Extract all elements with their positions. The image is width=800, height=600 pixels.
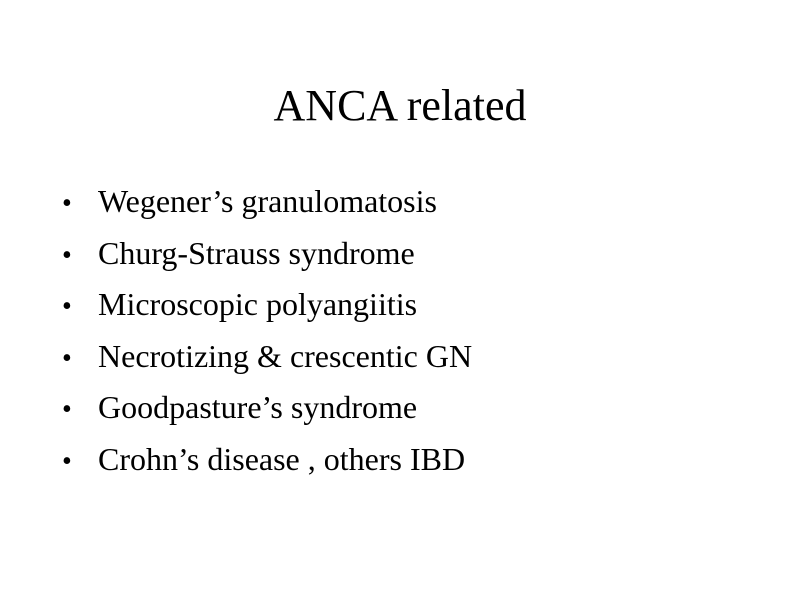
bullet-icon: • xyxy=(62,239,72,271)
list-item-text: Wegener’s granulomatosis xyxy=(98,183,437,219)
bullet-icon: • xyxy=(62,291,72,322)
bullet-icon: • xyxy=(62,188,72,219)
bullet-list xyxy=(62,176,472,485)
list-item-text: Necrotizing & crescentic GN xyxy=(98,337,473,374)
list-item-text: Churg-Strauss syndrome xyxy=(98,234,415,271)
list-item xyxy=(62,434,472,486)
list-item xyxy=(62,176,472,228)
list-item-text: Microscopic polyangiitis xyxy=(98,286,418,322)
list-item-text: Goodpasture’s syndrome xyxy=(98,389,418,425)
slide-title: ANCA related xyxy=(273,81,527,130)
list-item xyxy=(62,382,472,434)
list-item xyxy=(62,279,472,331)
list-item xyxy=(62,228,472,280)
list-item xyxy=(62,331,472,383)
bullet-icon: • xyxy=(62,342,72,374)
bullet-icon: • xyxy=(62,394,72,425)
list-item-text: Crohn’s disease , others IBD xyxy=(98,440,466,477)
bullet-icon: • xyxy=(62,445,72,477)
